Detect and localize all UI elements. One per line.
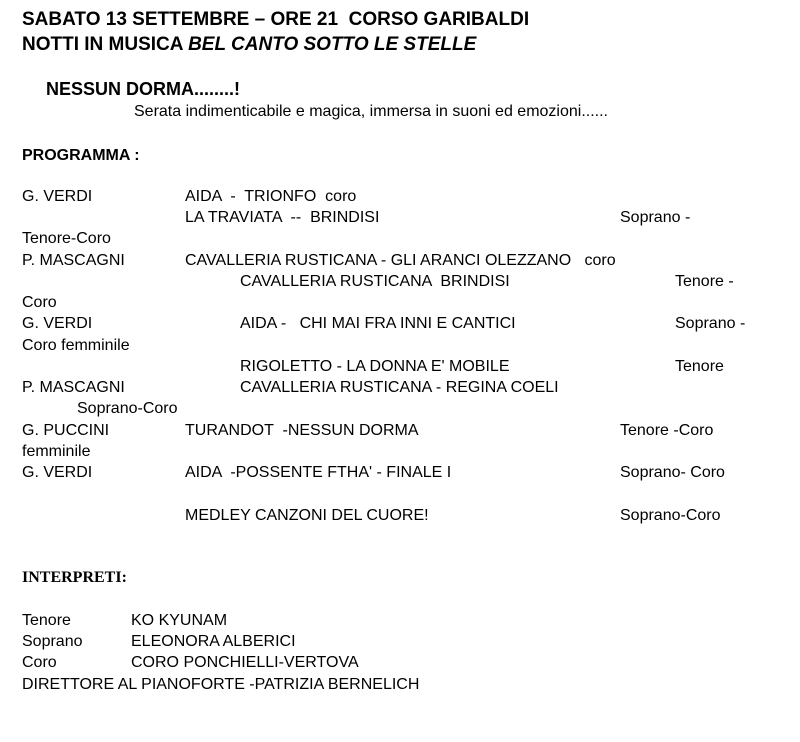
program-piece: LA TRAVIATA -- BRINDISI bbox=[185, 209, 380, 226]
program-voice-wrap: Tenore-Coro bbox=[22, 230, 111, 247]
program-voice: Tenore - bbox=[675, 273, 734, 290]
interprete-role: Soprano bbox=[22, 633, 83, 650]
interpreti-heading: INTERPRETI: bbox=[22, 569, 127, 586]
program-voice-wrap: Soprano-Coro bbox=[77, 400, 178, 417]
interprete-name: ELEONORA ALBERICI bbox=[131, 633, 296, 650]
program-composer: G. PUCCINI bbox=[22, 422, 110, 439]
event-date-line: SABATO 13 SETTEMBRE – ORE 21 CORSO GARIBALDI bbox=[22, 9, 530, 30]
interprete-role: Tenore bbox=[22, 612, 71, 629]
program-voice: Soprano- Coro bbox=[620, 464, 725, 481]
direttore-line: DIRETTORE AL PIANOFORTE -PATRIZIA BERNELICH bbox=[22, 676, 420, 693]
program-piece: AIDA -POSSENTE FTHA' - FINALE I bbox=[185, 464, 452, 481]
page-title: NESSUN DORMA........! bbox=[46, 79, 241, 99]
event-series-italic: BEL CANTO SOTTO LE STELLE bbox=[188, 34, 477, 55]
program-voice-wrap: Coro bbox=[22, 294, 57, 311]
program-piece: AIDA - TRIONFO coro bbox=[185, 188, 357, 205]
subtitle: Serata indimenticabile e magica, immersa in suoni ed emozioni...... bbox=[134, 103, 608, 120]
program-voice: Tenore -Coro bbox=[620, 422, 714, 439]
program-voice: Soprano - bbox=[675, 315, 746, 332]
program-composer: G. VERDI bbox=[22, 464, 93, 481]
program-piece: CAVALLERIA RUSTICANA BRINDISI bbox=[240, 273, 510, 290]
event-series-line bbox=[22, 35, 476, 54]
interprete-name: KO KYUNAM bbox=[131, 612, 228, 629]
program-voice: Soprano - bbox=[620, 209, 691, 226]
program-piece: CAVALLERIA RUSTICANA - REGINA COELI bbox=[240, 379, 559, 396]
program-voice: Soprano-Coro bbox=[620, 507, 721, 524]
program-piece: AIDA - CHI MAI FRA INNI E CANTICI bbox=[240, 315, 516, 332]
program-piece: MEDLEY CANZONI DEL CUORE! bbox=[185, 507, 429, 524]
program-voice-wrap: femminile bbox=[22, 443, 91, 460]
program-piece: CAVALLERIA RUSTICANA - GLI ARANCI OLEZZANO coro bbox=[185, 252, 616, 269]
program-composer: G. VERDI bbox=[22, 188, 93, 205]
event-series-prefix: NOTTI IN MUSICA bbox=[22, 34, 189, 55]
program-voice-wrap: Coro femminile bbox=[22, 337, 130, 354]
program-voice: Tenore bbox=[675, 358, 724, 375]
program-composer: G. VERDI bbox=[22, 315, 93, 332]
interprete-role: Coro bbox=[22, 654, 57, 671]
program-composer: P. MASCAGNI bbox=[22, 252, 125, 269]
interprete-name: CORO PONCHIELLI-VERTOVA bbox=[131, 654, 359, 671]
program-piece: TURANDOT -NESSUN DORMA bbox=[185, 422, 419, 439]
program-composer: P. MASCAGNI bbox=[22, 379, 125, 396]
program-piece: RIGOLETTO - LA DONNA E' MOBILE bbox=[240, 358, 510, 375]
programma-heading: PROGRAMMA : bbox=[22, 147, 140, 164]
